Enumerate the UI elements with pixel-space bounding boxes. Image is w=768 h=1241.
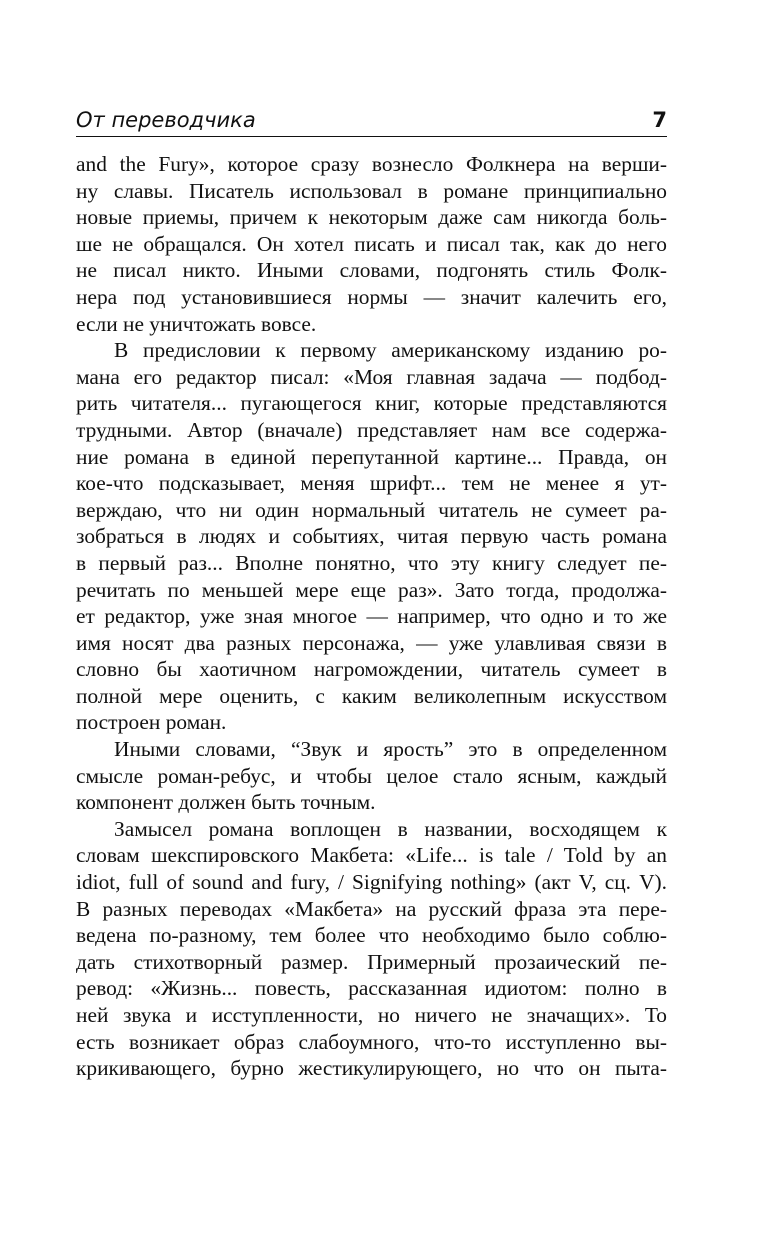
text-line: ведена по-разному, тем более что необходимо было соблю- [76,923,667,948]
text-line: крикивающего, бурно жестикулирующего, но что он пыта- [76,1056,667,1081]
text-line: ней звука и исступленности, но ничего не значащих». То [76,1003,667,1027]
running-header [76,100,667,137]
text-line: Замысел романа воплощен в названии, восходящем к [114,816,667,841]
text-line: and the Fury», которое сразу вознесло Фолкнера на верши- [76,152,667,176]
paragraph [76,337,667,736]
text-line: ние романа в единой перепутанной картине... Правда, он [76,444,667,469]
text-line: смысле роман-ребус, и чтобы целое стало ясным, каждый [76,763,667,788]
text-line: словно бы хаотичном нагромождении, читатель сумеет в [76,657,667,682]
text-line: верждаю, что ни один нормальный читатель не сумеет ра- [76,497,667,522]
text-line: кое-что подсказывает, меняя шрифт... тем не менее я ут- [76,471,667,496]
text-line: имя носят два разных персонажа, — уже улавливая связи в [76,630,667,655]
text-line: построен роман. [76,710,227,735]
paragraph [76,151,667,337]
text-line: не писал никто. Иными словами, подгонять стиль Фолк- [76,258,667,283]
book-page [76,100,667,1082]
text-line: idiot, full of sound and fury, / Signifying nothing» (акт V, сц. V). [76,870,667,895]
running-title: От переводчика [76,108,256,132]
text-line: В разных переводах «Макбета» на русский фраза эта пере- [76,896,667,921]
text-line: ну славы. Писатель использовал в романе принципиально [76,178,667,203]
text-line: мана его редактор писал: «Моя главная задача — подбод- [76,364,667,389]
text-line: компонент должен быть точным. [76,790,376,815]
text-line: полной мере оценить, с каким великолепным искусством [76,683,667,708]
text-line: в первый раз... Вполне понятно, что эту книгу следует пе- [76,550,667,575]
paragraph [76,816,667,1082]
text-line: ревод: «Жизнь... повесть, рассказанная идиотом: полно в [76,976,667,1001]
text-line: есть возникает образ слабоумного, что-то исступленно вы- [76,1029,667,1054]
text-line: В предисловии к первому американскому изданию ро- [114,338,667,363]
text-line: новые приемы, причем к некоторым даже сам никогда боль- [76,205,667,230]
text-line: речитать по меньшей мере еще раз». Зато тогда, продолжа- [76,577,667,602]
paragraph [76,736,667,816]
text-line: словам шекспировского Макбета: «Life... is tale / Told by an [76,843,667,868]
body-text [76,151,667,1082]
page-number: 7 [652,108,667,132]
text-line: зобраться в людях и событиях, читая первую часть романа [76,524,667,549]
text-line: ше не обращался. Он хотел писать и писал так, как до него [76,231,667,256]
text-line: трудными. Автор (вначале) представляет нам все содержа- [76,417,667,442]
text-line: если не уничтожать вовсе. [76,311,317,336]
text-line: рить читателя... пугающегося книг, которые представляются [76,391,667,416]
text-line: дать стихотворный размер. Примерный прозаический пе- [76,949,667,974]
text-line: нера под установившиеся нормы — значит калечить его, [76,284,667,309]
text-line: Иными словами, “Звук и ярость” это в определенном [114,737,667,762]
text-line: ет редактор, уже зная многое — например, что одно и то же [76,604,667,629]
